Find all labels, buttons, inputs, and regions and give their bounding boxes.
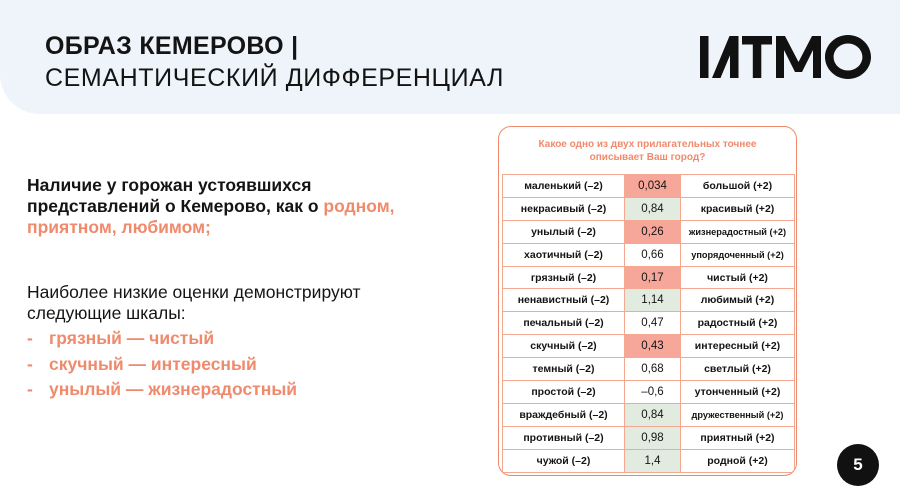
negative-adjective-cell: некрасивый (–2) [503,197,625,220]
positive-adjective-cell: дружественный (+2) [681,403,795,426]
score-cell: –0,6 [625,381,681,404]
lead-paragraph [27,175,447,238]
negative-adjective-cell: хаотичный (–2) [503,243,625,266]
positive-adjective-cell: любимый (+2) [681,289,795,312]
positive-adjective-cell: красивый (+2) [681,197,795,220]
bullet-text: грязный — чистый [49,328,215,348]
lead-highlight: родном, приятном, любимом; [27,196,395,237]
table-row [503,381,795,404]
list-item [27,326,297,352]
page-number: 5 [837,444,879,486]
score-cell: 0,98 [625,426,681,449]
negative-adjective-cell: печальный (–2) [503,312,625,335]
score-cell: 0,66 [625,243,681,266]
negative-adjective-cell: унылый (–2) [503,220,625,243]
table-question: Какое одно из двух прилагательных точнее описывает Ваш город? [538,138,757,163]
bullet-marker: - [27,328,33,348]
score-cell: 0,17 [625,266,681,289]
score-cell: 1,14 [625,289,681,312]
table-row [503,312,795,335]
positive-adjective-cell: упорядоченный (+2) [681,243,795,266]
low-scales-list [27,326,297,403]
negative-adjective-cell: ненавистный (–2) [503,289,625,312]
positive-adjective-cell: интересный (+2) [681,335,795,358]
table-row [503,335,795,358]
negative-adjective-cell: грязный (–2) [503,266,625,289]
positive-adjective-cell: радостный (+2) [681,312,795,335]
table-row [503,243,795,266]
table-row [503,403,795,426]
scales-table [502,174,795,473]
score-cell: 0,034 [625,175,681,198]
positive-adjective-cell: жизнерадостный (+2) [681,220,795,243]
table-row [503,449,795,472]
slide-title [45,30,504,94]
positive-adjective-cell: большой (+2) [681,175,795,198]
title-line-1: ОБРАЗ КЕМЕРОВО | [45,32,299,60]
list-item [27,377,297,403]
score-cell: 1,4 [625,449,681,472]
score-cell: 0,26 [625,220,681,243]
positive-adjective-cell: светлый (+2) [681,358,795,381]
table-row [503,266,795,289]
table-row [503,175,795,198]
score-cell: 0,84 [625,197,681,220]
bullet-marker: - [27,379,33,399]
low-scores-paragraph: Наиболее низкие оценки демонстрируют следующие шкалы: [27,282,361,323]
score-cell: 0,43 [625,335,681,358]
table-row [503,220,795,243]
table-row [503,289,795,312]
list-item [27,352,297,378]
negative-adjective-cell: простой (–2) [503,381,625,404]
negative-adjective-cell: темный (–2) [503,358,625,381]
table-row [503,197,795,220]
score-cell: 0,68 [625,358,681,381]
positive-adjective-cell: родной (+2) [681,449,795,472]
positive-adjective-cell: чистый (+2) [681,266,795,289]
positive-adjective-cell: приятный (+2) [681,426,795,449]
negative-adjective-cell: противный (–2) [503,426,625,449]
table-row [503,426,795,449]
table-row [503,358,795,381]
semantic-differential-table [498,126,797,476]
itmo-logo [698,34,874,80]
negative-adjective-cell: маленький (–2) [503,175,625,198]
score-cell: 0,84 [625,403,681,426]
negative-adjective-cell: враждебный (–2) [503,403,625,426]
title-line-2: СЕМАНТИЧЕСКИЙ ДИФФЕРЕНЦИАЛ [45,64,505,92]
score-cell: 0,47 [625,312,681,335]
positive-adjective-cell: утонченный (+2) [681,381,795,404]
negative-adjective-cell: скучный (–2) [503,335,625,358]
bullet-text: унылый — жизнерадостный [49,379,298,399]
bullet-marker: - [27,353,33,374]
bullet-text: скучный — интересный [49,353,257,374]
lead-text: Наличие у горожан устоявшихся представлений о Кемерово, как о [27,175,324,216]
negative-adjective-cell: чужой (–2) [503,449,625,472]
